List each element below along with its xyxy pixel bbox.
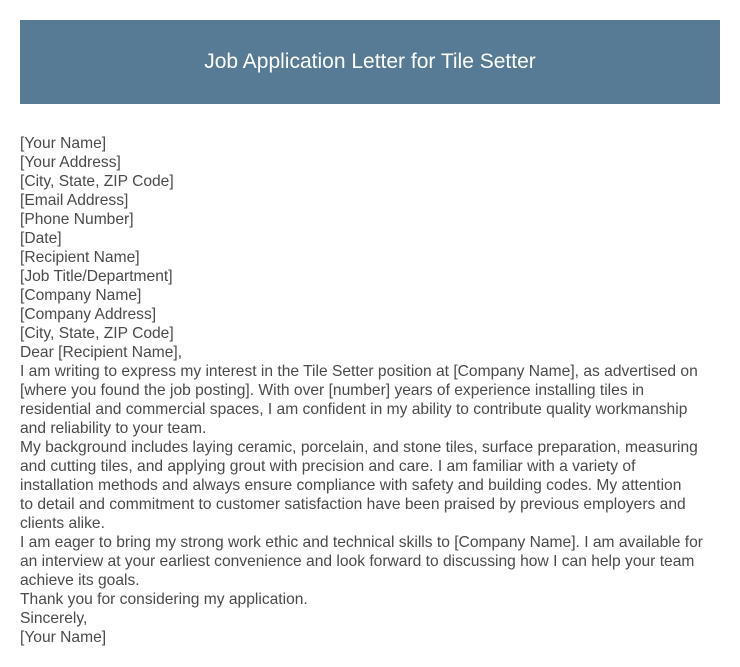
signature-name: [Your Name] [20,629,107,646]
paragraph-line: I am eager to bring my strong work ethic and technical skills to [Company Name]. I am available for [20,534,703,551]
letter-body [20,134,720,647]
paragraph-closing [20,533,720,590]
page-title: Job Application Letter for Tile Setter [204,50,536,73]
paragraph-intro [20,362,720,438]
recipient-city-state-zip: [City, State, ZIP Code] [20,325,174,342]
paragraph-line: installation methods and always ensure compliance with safety and building codes. My attention [20,477,682,494]
paragraph-line: and reliability to your team. [20,420,207,437]
paragraph-line: My background includes laying ceramic, porcelain, and stone tiles, surface preparation, measuring [20,439,698,456]
salutation: Dear [Recipient Name], [20,344,183,361]
sender-phone: [Phone Number] [20,211,134,228]
page-header [20,20,720,104]
paragraph-background [20,438,720,533]
sender-city-state-zip: [City, State, ZIP Code] [20,173,174,190]
recipient-job-title: [Job Title/Department] [20,268,173,285]
paragraph-line: an interview at your earliest convenience and look forward to discussing how I can help your team [20,553,695,570]
sender-name: [Your Name] [20,135,107,152]
sender-email: [Email Address] [20,192,129,209]
paragraph-line: [where you found the job posting]. With over [number] years of experience installing tiles in [20,382,645,399]
closing-line: Sincerely, [20,610,88,627]
recipient-block [20,248,720,343]
recipient-name: [Recipient Name] [20,249,140,266]
recipient-company-name: [Company Name] [20,287,142,304]
recipient-company-address: [Company Address] [20,306,157,323]
sender-block [20,134,720,248]
paragraph-line: I am writing to express my interest in the Tile Setter position at [Company Name], as advertised on [20,363,698,380]
letter-date: [Date] [20,230,62,247]
paragraph-line: to detail and commitment to customer satisfaction have been praised by previous employers and [20,496,686,513]
paragraph-line: achieve its goals. [20,572,140,589]
sender-address: [Your Address] [20,154,121,171]
paragraph-line: clients alike. [20,515,105,532]
paragraph-line: residential and commercial spaces, I am confident in my ability to contribute quality workmanship [20,401,688,418]
thanks-line: Thank you for considering my application. [20,591,308,608]
paragraph-line: and cutting tiles, and applying grout with precision and care. I am familiar with a variety of [20,458,636,475]
